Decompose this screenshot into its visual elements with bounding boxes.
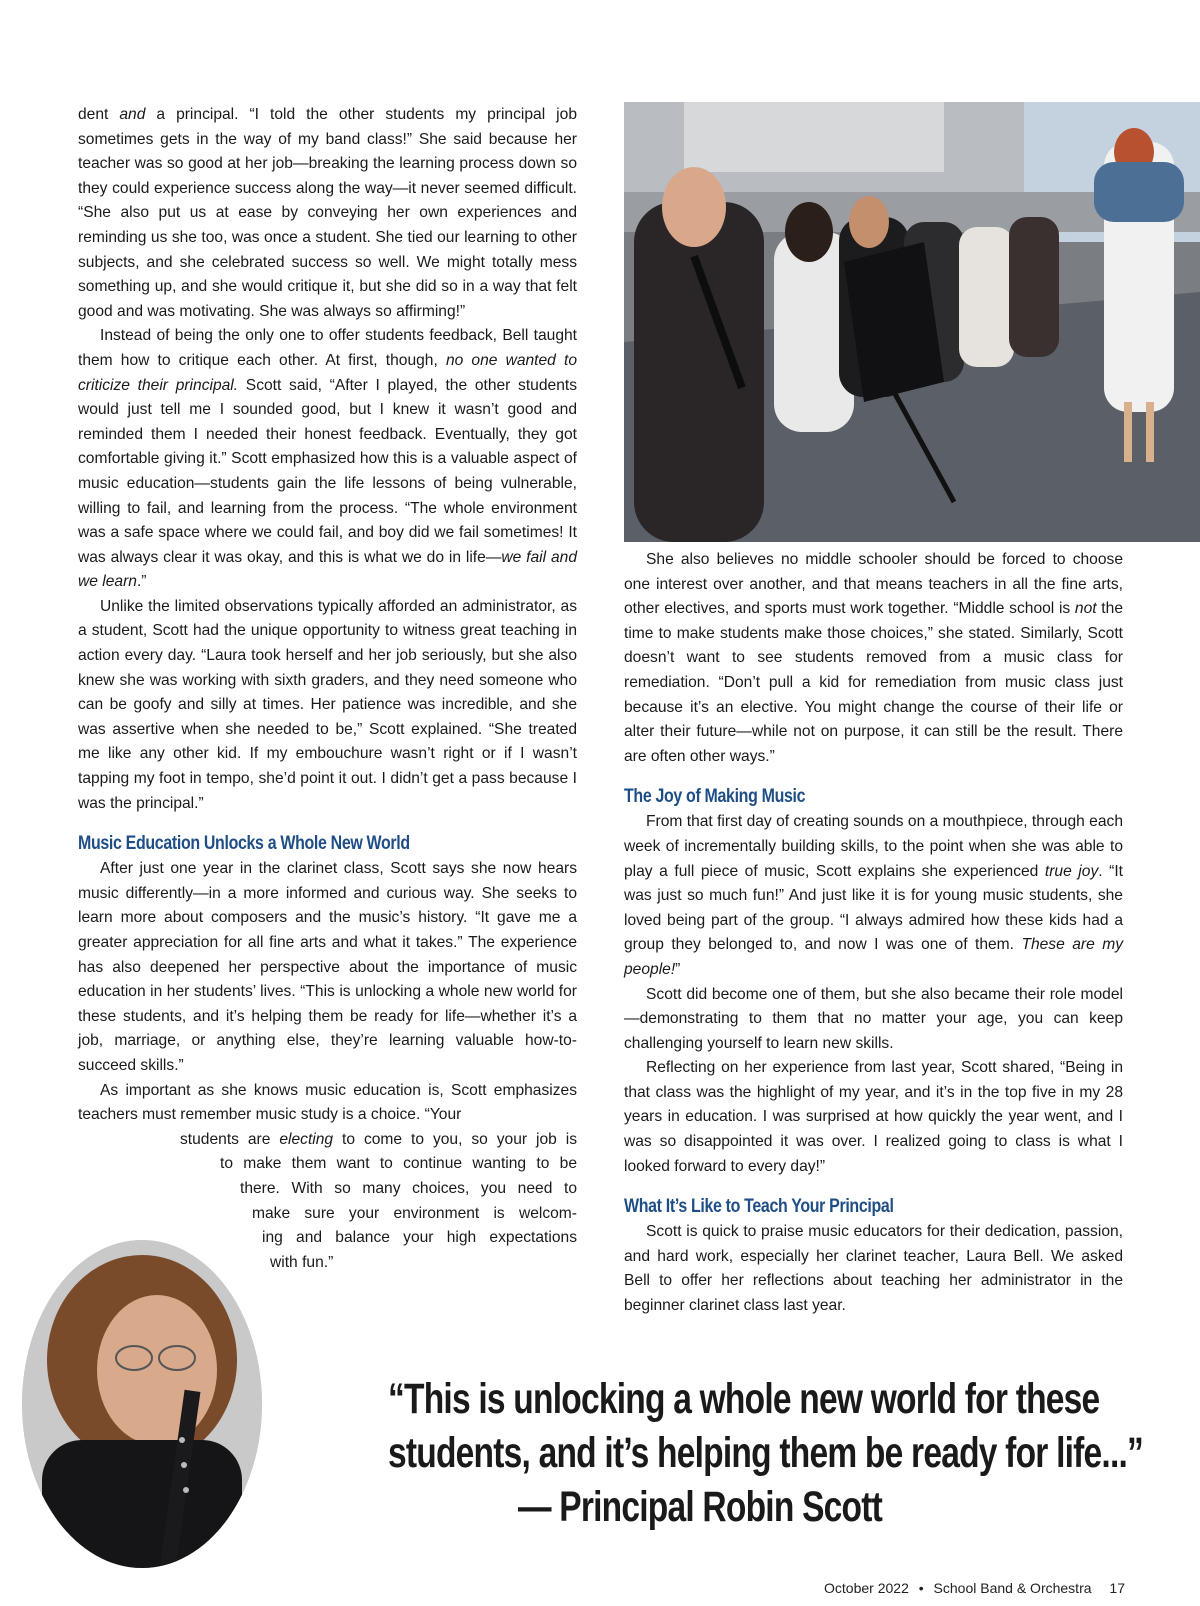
classroom-illustration bbox=[624, 102, 1200, 542]
footer-publication: School Band & Orchestra bbox=[933, 1580, 1092, 1596]
text-line: ing and balance your high expectations bbox=[262, 1229, 577, 1247]
text-line: there. With so many choices, you need to bbox=[240, 1179, 577, 1197]
left-column bbox=[78, 103, 577, 1275]
paragraph: After just one year in the clarinet class, Scott says she now hears music differently—in a more informed and curious way. She seeks to learn more about composers and the music’s history. “It gave me a greater appreciation for all fine arts and what it takes.” The experience has also deepened her perspective about the importance of music education in her students’ lives. “This is unlocking a whole new world for these students, and it’s helping them be ready for life—whether it’s a job, marriage, or anything else, they’re learning valuable how-to-succeed skills.” bbox=[78, 860, 577, 1074]
paragraph: Scott is quick to praise music educators for their dedication, passion, and hard work, especially her clarinet teacher, Laura Bell. We asked Bell to offer her reflections about teaching her administrator in the beginner clarinet class last year. bbox=[624, 1223, 1123, 1315]
paragraph: She also believes no middle schooler should be forced to choose one interest over another, and that means teachers in all the fine arts, other electives, and sports must work together. “Middle school is not the time to make students make those choices,” she stated. Similarly, Scott doesn’t want to see students removed from a music class for remediation. “Don’t pull a kid for remediation from music class just because it’s an elective. You might change the course of their life or alter their future—while not on purpose, it can still be the result. There are often other ways.” bbox=[624, 551, 1123, 765]
text-line: to make them want to continue wanting to be bbox=[220, 1155, 577, 1173]
paragraph: As important as she knows music education is, Scott emphasizes teachers must remember music study is a choice. “Your bbox=[78, 1081, 577, 1124]
footer-date: October 2022 bbox=[824, 1580, 909, 1596]
classroom-photo bbox=[624, 102, 1200, 542]
portrait-photo bbox=[22, 1240, 262, 1568]
pull-quote-line: “This is unlocking a whole new world for these bbox=[388, 1375, 1100, 1423]
pull-quote bbox=[300, 1372, 1144, 1534]
page-footer bbox=[818, 1580, 1125, 1596]
paragraph: Instead of being the only one to offer students feedback, Bell taught them how to critique each other. At first, though, no one wanted to criticize their principal. Scott said, “After I played, the other students would just tell me I sounded good, but I knew it wasn’t good and reminded them I needed their honest feedback. Eventually, they got comfortable giving it.” Scott emphasized how this is a valuable aspect of music education—students gain the life lessons of being vulnerable, willing to fail, and learning from the process. “The whole environment was a safe space where we could fail, and boy did we fail sometimes! It was always clear it was okay, and this is what we do in life—we fail and we learn.” bbox=[78, 327, 578, 591]
text-line: with fun.” bbox=[270, 1253, 334, 1271]
pull-quote-attribution: — Principal Robin Scott bbox=[517, 1483, 883, 1531]
section-heading-joy: The Joy of Making Music bbox=[624, 786, 806, 808]
paragraph: Unlike the limited observations typically afforded an administrator, as a student, Scott had the unique opportunity to witness great teaching in action every day. “Laura took herself and her job seriously, but she also knew she was working with sixth graders, and they need someone who can be goofy and silly at times. Her patience was incredible, and she was assertive when she needed to be,” Scott explained. “She treated me like any other kid. If my embouchure wasn’t right or if I wasn’t tapping my foot in tempo, she’d point it out. I didn’t get a pass because I was the principal.” bbox=[78, 597, 577, 812]
footer-bullet: • bbox=[918, 1580, 924, 1596]
text-line: students are electing to come to you, so your job is bbox=[180, 1130, 577, 1148]
portrait-illustration bbox=[22, 1240, 262, 1568]
text-line: make sure your environment is welcom- bbox=[252, 1204, 577, 1222]
paragraph: dent and a principal. “I told the other students my principal job sometimes gets in the way of my band class!” She said because her teacher was so good at her job—breaking the learning process down so they could experience success along the way—it never seemed difficult. “She also put us at ease by conveying her own experiences and reminding us she too, was once a student. She tied our learning to other subjects, and she celebrated success so well. We might totally mess something up, and she would critique it, but she did so in a way that felt good and was motivating. She was always so affirming!” bbox=[78, 106, 577, 320]
paragraph: Scott did become one of them, but she also became their role model—demonstrating to them that no matter your age, you can keep challenging yourself to learn new skills. bbox=[624, 985, 1123, 1052]
section-heading-music-education: Music Education Unlocks a Whole New World bbox=[78, 833, 410, 855]
page-number: 17 bbox=[1109, 1580, 1125, 1596]
paragraph: From that first day of creating sounds on a mouthpiece, through each week of incrementally building skills, to the point when she was able to play a full piece of music, Scott explains she experienced true joy. “It was just so much fun!” And just like it is for young music students, she loved being part of the group. “I always admired how these kids had a group they belonged to, and now I was one of them. These are my people!” bbox=[624, 813, 1123, 978]
paragraph: Reflecting on her experience from last year, Scott shared, “Being in that class was the highlight of my year, and it’s in the top five in my 28 years in education. I was surprised at how quickly the year went, and I was so disappointed it was over. I realized going to class is what I looked forward to every day!” bbox=[624, 1059, 1123, 1175]
pull-quote-line: students, and it’s helping them be ready for life...” bbox=[388, 1429, 1144, 1477]
right-column bbox=[624, 548, 1123, 1319]
section-heading-teach-principal: What It’s Like to Teach Your Principal bbox=[624, 1196, 894, 1218]
